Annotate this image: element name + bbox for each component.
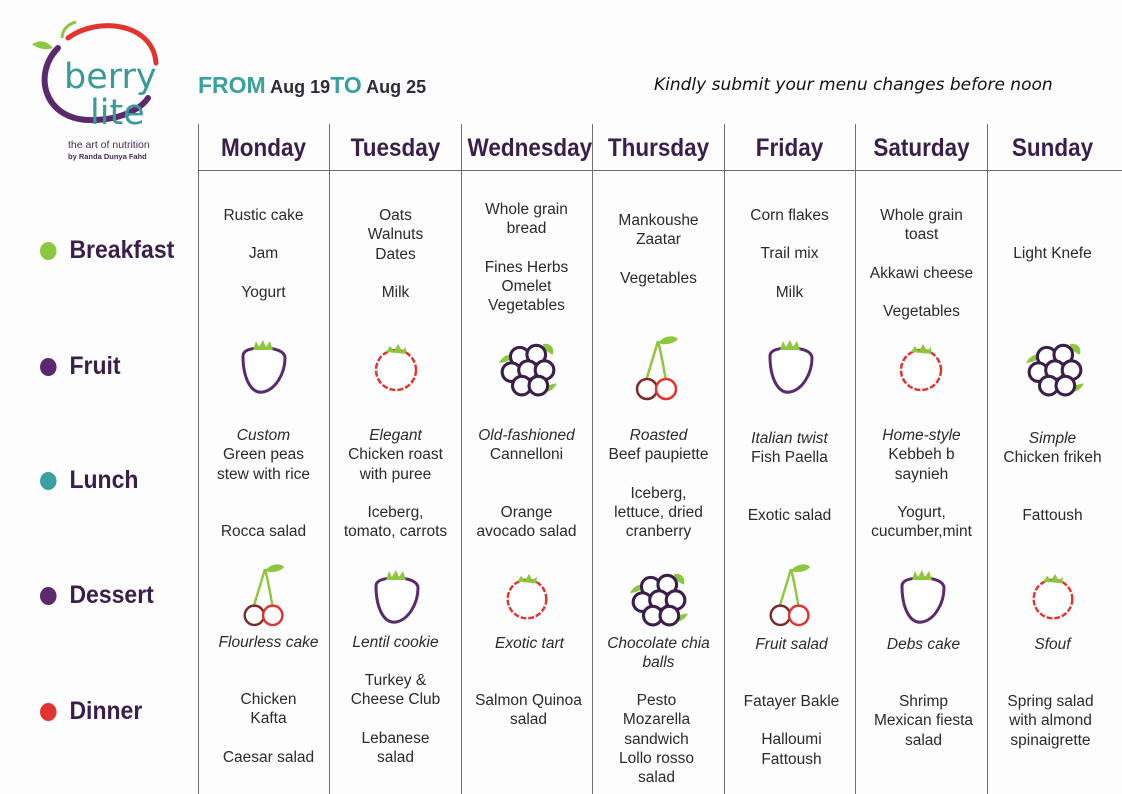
dish-style: Custom: [236, 427, 291, 444]
menu-line: Flourless cake: [218, 634, 319, 651]
menu-line: Pesto: [636, 692, 677, 709]
fruit-dot-icon: [40, 358, 57, 376]
breakfast-cell-monday: [198, 206, 329, 302]
day-heading-saturday: Saturday: [873, 134, 970, 162]
menu-line: Orange: [500, 503, 553, 521]
menu-line: Exotic tart: [495, 635, 564, 652]
dinner-cell-friday: [726, 692, 857, 769]
dinner-dot-icon: [40, 703, 57, 721]
menu-line: Iceberg,: [630, 484, 687, 502]
menu-line: Mexican fiesta: [873, 712, 974, 730]
menu-line: Chicken roast: [348, 446, 443, 464]
menu-line: Lentil cookie: [352, 634, 439, 651]
day-heading-friday: Friday: [755, 134, 824, 162]
meal-label: Lunch: [69, 466, 139, 494]
dessert-cell-thursday: [593, 634, 724, 673]
menu-line: balls: [642, 654, 675, 672]
raspberry-icon: [1024, 570, 1082, 628]
lunch-cell-saturday: [856, 426, 987, 541]
menu-line: avocado salad: [476, 522, 577, 540]
cherries-icon: [236, 562, 294, 628]
day-heading-wednesday: Wednesday: [467, 134, 593, 162]
menu-line: bread: [506, 220, 547, 238]
menu-line: Light Knefe: [1013, 245, 1092, 262]
blueberries-icon: [1024, 336, 1086, 398]
dessert-cell-saturday: [858, 635, 989, 654]
menu-line: Beef paupiette: [608, 446, 709, 464]
menu-line: Zaatar: [636, 231, 681, 249]
raspberry-icon: [891, 340, 951, 400]
menu-line: salad: [509, 711, 548, 729]
menu-line: Chicken frikeh: [1003, 449, 1102, 467]
menu-line: Omelet: [501, 277, 552, 295]
cherries-icon: [762, 562, 820, 628]
lunch-cell-wednesday: [461, 426, 592, 541]
menu-line: Vegetables: [488, 297, 565, 315]
menu-line: Fattoush: [761, 750, 822, 768]
menu-line: tomato, carrots: [343, 523, 448, 541]
day-heading-sunday: Sunday: [1011, 134, 1094, 162]
menu-line: Iceberg,: [367, 503, 424, 521]
menu-line: Lebanese: [361, 729, 430, 747]
dish-style: Roasted: [629, 427, 688, 444]
dinner-cell-wednesday: [463, 691, 594, 730]
menu-line: Vegetables: [620, 269, 697, 287]
menu-line: Cheese Club: [350, 691, 441, 709]
dessert-cell-wednesday: [464, 634, 595, 653]
menu-line: Fatayer Bakle: [743, 693, 840, 710]
menu-line: Sfouf: [1034, 636, 1071, 653]
menu-line: Jam: [248, 245, 279, 263]
breakfast-cell-tuesday: [330, 206, 461, 302]
menu-line: Chocolate chia: [607, 635, 710, 652]
date-range: [198, 72, 426, 99]
menu-line: Fish Paella: [751, 449, 828, 467]
menu-line: Kebbeh b: [888, 446, 955, 464]
menu-change-notice: Kindly submit your menu changes before noon: [654, 75, 1053, 95]
breakfast-dot-icon: [40, 242, 57, 260]
meal-label: Fruit: [69, 352, 121, 380]
dish-style: Simple: [1028, 430, 1077, 447]
menu-line: Exotic salad: [747, 506, 832, 524]
menu-line: saynieh: [894, 465, 949, 483]
dessert-cell-friday: [726, 635, 857, 654]
logo-tagline: the art of nutrition: [68, 139, 150, 151]
menu-line: Trail mix: [760, 245, 819, 263]
menu-line: with almond: [1009, 712, 1092, 730]
menu-line: Chicken: [240, 691, 297, 708]
menu-line: Akkawi cheese: [869, 264, 974, 282]
meal-label: Breakfast: [69, 236, 175, 264]
menu-line: Yogurt,: [897, 503, 946, 521]
menu-line: salad: [376, 748, 415, 766]
header-divider: [198, 170, 1122, 171]
from-date: Aug 19: [270, 77, 331, 97]
menu-line: spinaigrette: [1010, 731, 1091, 749]
menu-line: Milk: [381, 283, 410, 301]
menu-line: stew with rice: [216, 465, 311, 483]
menu-line: Dates: [375, 245, 416, 263]
menu-line: Cannelloni: [489, 446, 564, 464]
dish-style: Italian twist: [751, 430, 828, 447]
lunch-cell-sunday: [987, 429, 1118, 525]
plum-icon: [892, 568, 952, 630]
menu-line: Fruit salad: [755, 636, 828, 653]
logo-word-berry: berry: [64, 57, 157, 97]
menu-line: Yogurt: [241, 283, 286, 301]
menu-line: Mozarella: [622, 711, 691, 729]
menu-line: Debs cake: [886, 636, 961, 653]
menu-line: Mankoushe: [618, 212, 699, 229]
logo-word-lite: lite: [90, 93, 145, 133]
dessert-cell-sunday: [987, 635, 1118, 654]
menu-line: cranberry: [625, 523, 692, 541]
meal-label: Dinner: [69, 697, 143, 725]
menu-line: Fines Herbs: [484, 258, 569, 276]
logo-byline: by Randa Dunya Fahd: [68, 152, 147, 161]
plum-icon: [366, 568, 426, 630]
lunch-dot-icon: [40, 472, 57, 490]
menu-line: Salmon Quinoa: [475, 692, 582, 709]
menu-line: Shrimp: [898, 693, 949, 710]
breakfast-cell-friday: [724, 206, 855, 302]
breakfast-cell-thursday: [593, 211, 724, 288]
menu-line: Corn flakes: [750, 207, 829, 224]
lunch-cell-tuesday: [330, 426, 461, 541]
menu-line: Lollo rosso: [619, 749, 694, 767]
breakfast-cell-wednesday: [461, 200, 592, 315]
dinner-cell-tuesday: [330, 671, 461, 767]
menu-line: salad: [904, 731, 943, 749]
day-heading-monday: Monday: [220, 134, 306, 162]
plum-icon: [233, 338, 293, 400]
breakfast-cell-saturday: [856, 206, 987, 321]
lunch-cell-friday: [724, 429, 855, 525]
cherries-icon: [628, 334, 688, 402]
menu-line: Kafta: [250, 710, 287, 728]
raspberry-icon: [498, 570, 556, 628]
dessert-cell-monday: [203, 633, 334, 652]
menu-line: Turkey &: [364, 672, 427, 689]
lunch-cell-monday: [198, 426, 329, 541]
day-heading-thursday: Thursday: [607, 134, 710, 162]
blueberries-icon: [497, 336, 559, 398]
menu-line: sandwich: [624, 730, 689, 748]
to-label: TO: [330, 72, 362, 98]
lunch-cell-thursday: [593, 426, 724, 541]
menu-line: Caesar salad: [222, 748, 315, 766]
menu-line: Vegetables: [883, 302, 960, 320]
menu-line: with puree: [359, 465, 432, 483]
menu-line: Whole grain: [485, 201, 568, 218]
blueberries-icon: [628, 566, 690, 628]
day-heading-tuesday: Tuesday: [350, 134, 441, 162]
menu-line: Oats: [379, 207, 412, 224]
dinner-cell-monday: [203, 690, 334, 767]
dish-style: Home-style: [882, 427, 961, 444]
menu-line: salad: [637, 769, 676, 787]
plum-icon: [760, 338, 820, 400]
brand-logo: [28, 18, 178, 168]
breakfast-cell-sunday: [987, 244, 1118, 263]
menu-line: Rocca salad: [220, 522, 307, 540]
dinner-cell-saturday: [858, 692, 989, 750]
menu-line: Fattoush: [1022, 506, 1083, 524]
menu-line: lettuce, dried: [614, 503, 703, 521]
menu-line: Halloumi: [761, 731, 822, 749]
dinner-cell-sunday: [985, 692, 1116, 750]
menu-line: Spring salad: [1007, 693, 1094, 710]
dish-style: Elegant: [369, 427, 422, 444]
menu-line: Walnuts: [367, 226, 424, 244]
dessert-cell-tuesday: [330, 633, 461, 652]
menu-line: Green peas: [223, 446, 304, 464]
menu-line: Whole grain: [880, 207, 963, 224]
from-label: FROM: [198, 72, 266, 98]
dish-style: Old-fashioned: [478, 427, 575, 444]
raspberry-icon: [366, 340, 426, 400]
dinner-cell-thursday: [591, 691, 722, 787]
menu-line: toast: [904, 226, 939, 244]
menu-line: Milk: [775, 283, 804, 301]
menu-line: Rustic cake: [223, 207, 304, 224]
dessert-dot-icon: [40, 587, 57, 605]
to-date: Aug 25: [366, 77, 427, 97]
meal-label: Dessert: [69, 581, 154, 609]
menu-line: cucumber,mint: [871, 523, 972, 541]
